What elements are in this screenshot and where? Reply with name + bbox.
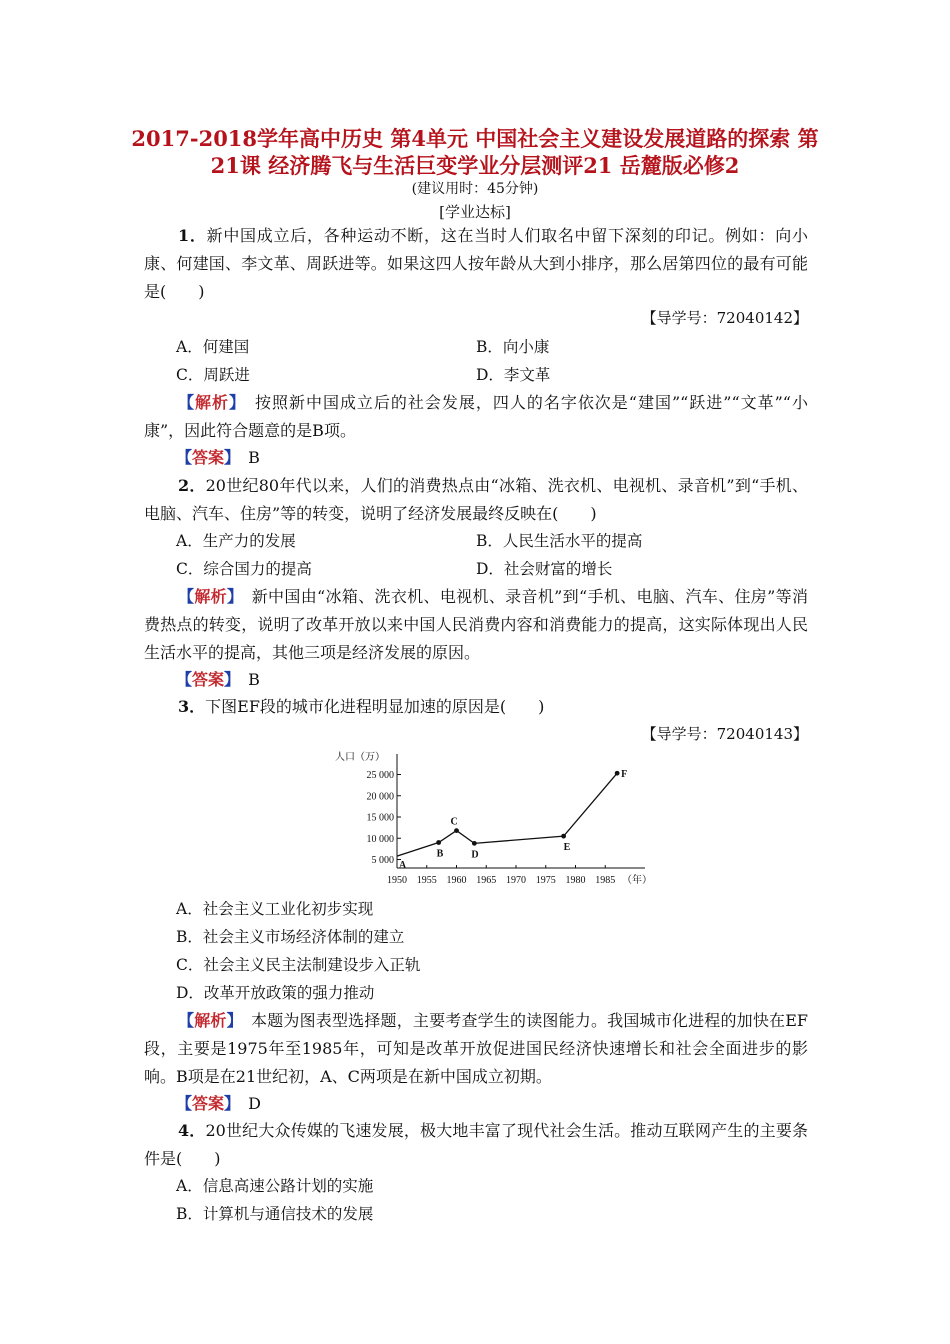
series-line: [397, 773, 617, 856]
question-number: 3．: [178, 697, 206, 716]
answer-tag: 【答案】: [176, 448, 233, 467]
data-point: [615, 771, 620, 776]
answer-value: B: [248, 448, 260, 467]
option-b: B．向小康: [476, 338, 550, 356]
analysis-tag: 【解析】: [178, 587, 236, 606]
answer-value: D: [248, 1094, 261, 1113]
y-tick-label: 5 000: [371, 855, 394, 866]
x-tick-label: 1960: [446, 875, 467, 886]
y-tick-label: 10 000: [366, 833, 394, 845]
point-label: F: [621, 769, 628, 781]
analysis-tag: 【解析】: [178, 1011, 235, 1030]
option-b: B．计算机与通信技术的发展: [176, 1205, 374, 1223]
option-c: C．周跃进: [176, 366, 250, 384]
x-tick-label: 1955: [416, 875, 437, 886]
point-label: B: [436, 848, 444, 860]
x-tick-label: 1970: [506, 875, 526, 886]
option-b: B．社会主义市场经济体制的建立: [176, 928, 405, 946]
point-label: C: [450, 816, 458, 828]
analysis-1: [144, 389, 808, 445]
data-point: [561, 834, 566, 839]
option-a: A．信息高速公路计划的实施: [176, 1177, 374, 1195]
option-d: D．改革开放政策的强力推动: [176, 984, 375, 1002]
option-a: A．社会主义工业化初步实现: [176, 900, 374, 918]
suggested-time: (建议用时：45分钟): [411, 181, 539, 197]
data-point: [472, 841, 477, 846]
data-point: [436, 840, 441, 845]
urbanization-line-chart: [335, 748, 655, 890]
question-1: [144, 222, 808, 306]
y-tick-label: 25 000: [366, 770, 394, 781]
point-label: A: [399, 860, 407, 872]
question-text: 20世纪80年代以来，人们的消费热点由“冰箱、洗衣机、电视机、录音机”到“手机、电脑、汽车、住房”等的转变，说明了经济发展最终反映在( ): [144, 476, 808, 523]
question-number: 2．: [178, 476, 206, 495]
answer-value: B: [248, 670, 260, 689]
option-d: D．李文革: [476, 366, 551, 384]
answer-3: [176, 1091, 261, 1114]
point-label: E: [563, 842, 571, 854]
reference-number: 【导学号：72040142】: [641, 309, 808, 327]
y-axis-label: 人口（万）: [335, 752, 385, 763]
answer-2: [176, 667, 260, 690]
point-label: D: [471, 849, 479, 861]
reference-number: 【导学号：72040143】: [641, 725, 808, 743]
y-tick-label: 20 000: [366, 791, 394, 803]
x-tick-label: 1975: [535, 875, 556, 886]
analysis-text: 新中国由“冰箱、洗衣机、电视机、录音机”到“手机、电脑、汽车、住房”等消费热点的转变，说明了改革开放以来中国人民消费内容和消费能力的提高，这实际体现出人民生活水平的提高，其他三项是经济发展的原因。: [144, 587, 808, 662]
analysis-2: [144, 583, 808, 667]
option-a: A．何建国: [176, 338, 250, 356]
question-2: [144, 472, 808, 528]
analysis-tag: 【解析】: [178, 393, 238, 412]
x-tick-label: 1985: [595, 875, 616, 886]
option-a: A．生产力的发展: [176, 532, 296, 550]
option-c: C．社会主义民主法制建设步入正轨: [176, 956, 421, 974]
answer-tag: 【答案】: [176, 670, 233, 689]
question-4: [144, 1117, 808, 1173]
x-tick-label: 1950: [387, 875, 407, 886]
analysis-text: 按照新中国成立后的社会发展，四人的名字依次是“建国”“跃进”“文革”“小康”，因此符合题意的是B项。: [144, 393, 808, 440]
x-tick-label: 1965: [476, 875, 497, 886]
question-3: [144, 693, 808, 721]
question-number: 4．: [178, 1121, 206, 1140]
analysis-text: 本题为图表型选择题，主要考查学生的读图能力。我国城市化进程的加快在EF段，主要是1975年至1985年，可知是改革开放促进国民经济快速增长和社会全面进步的影响。B项是在21世纪初，A、C两项是在新中国成立初期。: [144, 1011, 808, 1086]
y-tick-label: 15 000: [366, 812, 394, 824]
analysis-3: [144, 1007, 808, 1091]
question-text: 新中国成立后，各种运动不断，这在当时人们取名中留下深刻的印记。例如：向小康、何建国、李文革、周跃进等。如果这四人按年龄从大到小排序，那么居第四位的最有可能是( ): [144, 226, 808, 301]
x-tick-label: 1980: [565, 875, 586, 886]
answer-tag: 【答案】: [176, 1094, 233, 1113]
option-d: D．社会财富的增长: [476, 560, 613, 578]
x-axis-label: （年）: [622, 875, 652, 886]
document-title: 2017-2018学年高中历史 第4单元 中国社会主义建设发展道路的探索 第21课 经济腾飞与生活巨变学业分层测评21 岳麓版必修2: [131, 126, 819, 178]
option-c: C．综合国力的提高: [176, 560, 312, 578]
section-heading: [学业达标]: [439, 203, 511, 221]
data-point: [454, 828, 459, 833]
question-number: 1．: [178, 226, 207, 245]
question-text: 下图EF段的城市化进程明显加速的原因是( ): [205, 697, 545, 716]
option-b: B．人民生活水平的提高: [476, 532, 643, 550]
answer-1: [176, 445, 260, 468]
question-text: 20世纪大众传媒的飞速发展，极大地丰富了现代社会生活。推动互联网产生的主要条件是( ): [144, 1121, 808, 1168]
